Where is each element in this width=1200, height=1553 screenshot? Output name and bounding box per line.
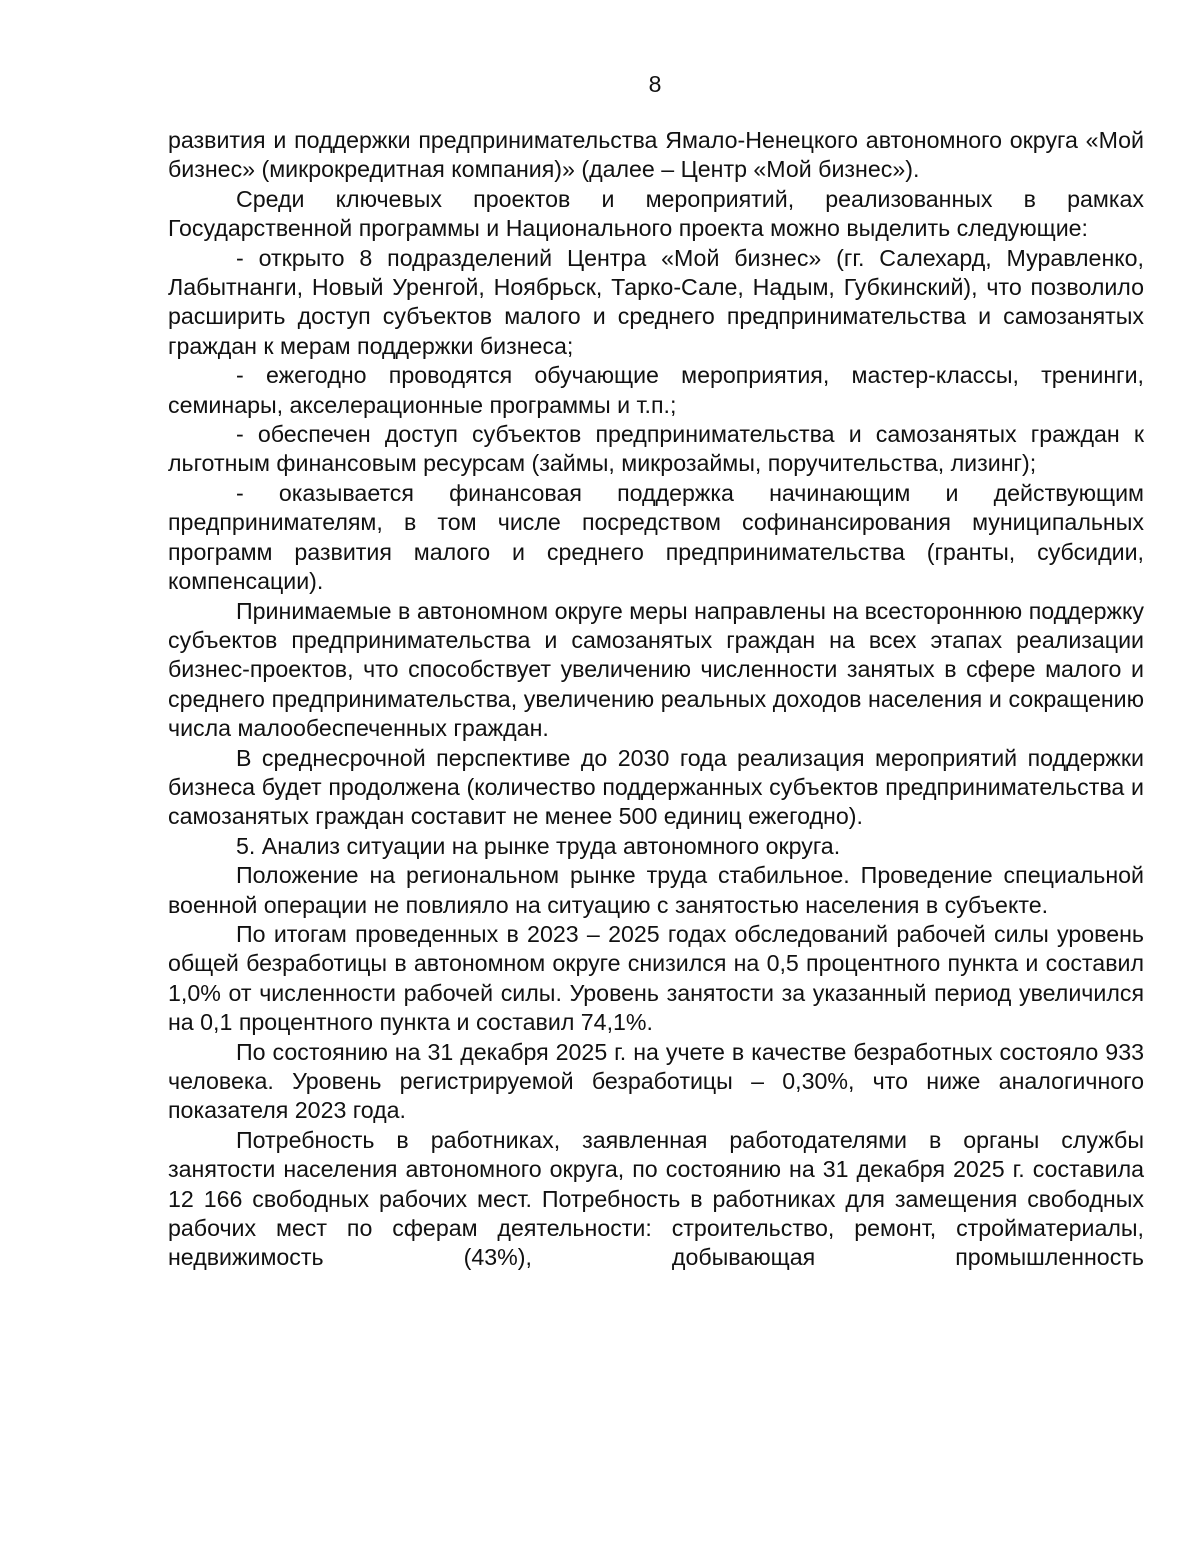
paragraph-key-projects: Среди ключевых проектов и мероприятий, реализованных в рамках Государственной программы и Национального проекта можно выделить следующие:: [168, 185, 1144, 242]
paragraph-support-measures: Принимаемые в автономном округе меры направлены на всестороннюю поддержку субъектов предпринимательства и самозанятых граждан на всех этапах реализации бизнес-проектов, что способствует увеличению численности занятых в сфере малого и среднего предпринимательства, увеличению реальных доходов населения и сокращению числа малообеспеченных граждан.: [168, 597, 1144, 742]
paragraph-mid-term-outlook: В среднесрочной перспективе до 2030 года реализация мероприятий поддержки бизнеса будет продолжена (количество поддержанных субъектов предпринимательства и самозанятых граждан составит не менее 500 единиц ежегодно).: [168, 744, 1144, 830]
list-item-training-events: - ежегодно проводятся обучающие мероприятия, мастер-классы, тренинги, семинары, акселерационные программы и т.п.;: [168, 362, 1144, 418]
list-item-financial-support: - оказывается финансовая поддержка начинающим и действующим предпринимателям, в том числе посредством софинансирования муниципальных программ развития малого и среднего предпринимательства (гранты, субсидии, компенсации).: [168, 479, 1144, 595]
paragraph-unemployment-survey: По итогам проведенных в 2023 – 2025 годах обследований рабочей силы уровень общей безработицы в автономном округе снизился на 0,5 процентного пункта и составил 1,0% от численности рабочей силы. Уровень занятости за указанный период увеличился на 0,1 процентного пункта и составил 74,1%.: [168, 920, 1144, 1036]
section-heading-labor-market: 5. Анализ ситуации на рынке труда автономного округа.: [236, 832, 841, 859]
page-number: 8: [648, 71, 662, 97]
paragraph-labor-market-stable: Положение на региональном рынке труда стабильное. Проведение специальной военной операции не повлияло на ситуацию с занятостью населения в субъекте.: [168, 862, 1144, 918]
paragraph-registered-unemployed: По состоянию на 31 декабря 2025 г. на учете в качестве безработных состояло 933 человека. Уровень регистрируемой безработицы – 0,30%, что ниже аналогичного показателя 2023 года.: [168, 1038, 1144, 1124]
paragraph-vacancies: Потребность в работниках, заявленная работодателями в органы службы занятости населения автономного округа, по состоянию на 31 декабря 2025 г. составила 12 166 свободных рабочих мест. Потребность в работниках для замещения свободных рабочих мест по сферам деятельности: строительство, ремонт, стройматериалы, недвижимость (43%), добывающая промышленность: [168, 1126, 1144, 1271]
document-body: [168, 126, 1144, 1273]
list-item-business-centers: - открыто 8 подразделений Центра «Мой бизнес» (гг. Салехард, Муравленко, Лабытнанги, Новый Уренгой, Ноябрьск, Тарко-Сале, Надым, Губкинский), что позволило расширить доступ субъектов малого и среднего предпринимательства и самозанятых граждан к мерам поддержки бизнеса;: [168, 244, 1144, 359]
list-item-financial-access: - обеспечен доступ субъектов предпринимательства и самозанятых граждан к льготным финансовым ресурсам (займы, микрозаймы, поручительства, лизинг);: [168, 421, 1144, 477]
paragraph-continued-intro: развития и поддержки предпринимательства Ямало-Ненецкого автономного округа «Мой бизнес» (микрокредитная компания)» (далее – Центр «Мой бизнес»).: [168, 127, 1144, 183]
